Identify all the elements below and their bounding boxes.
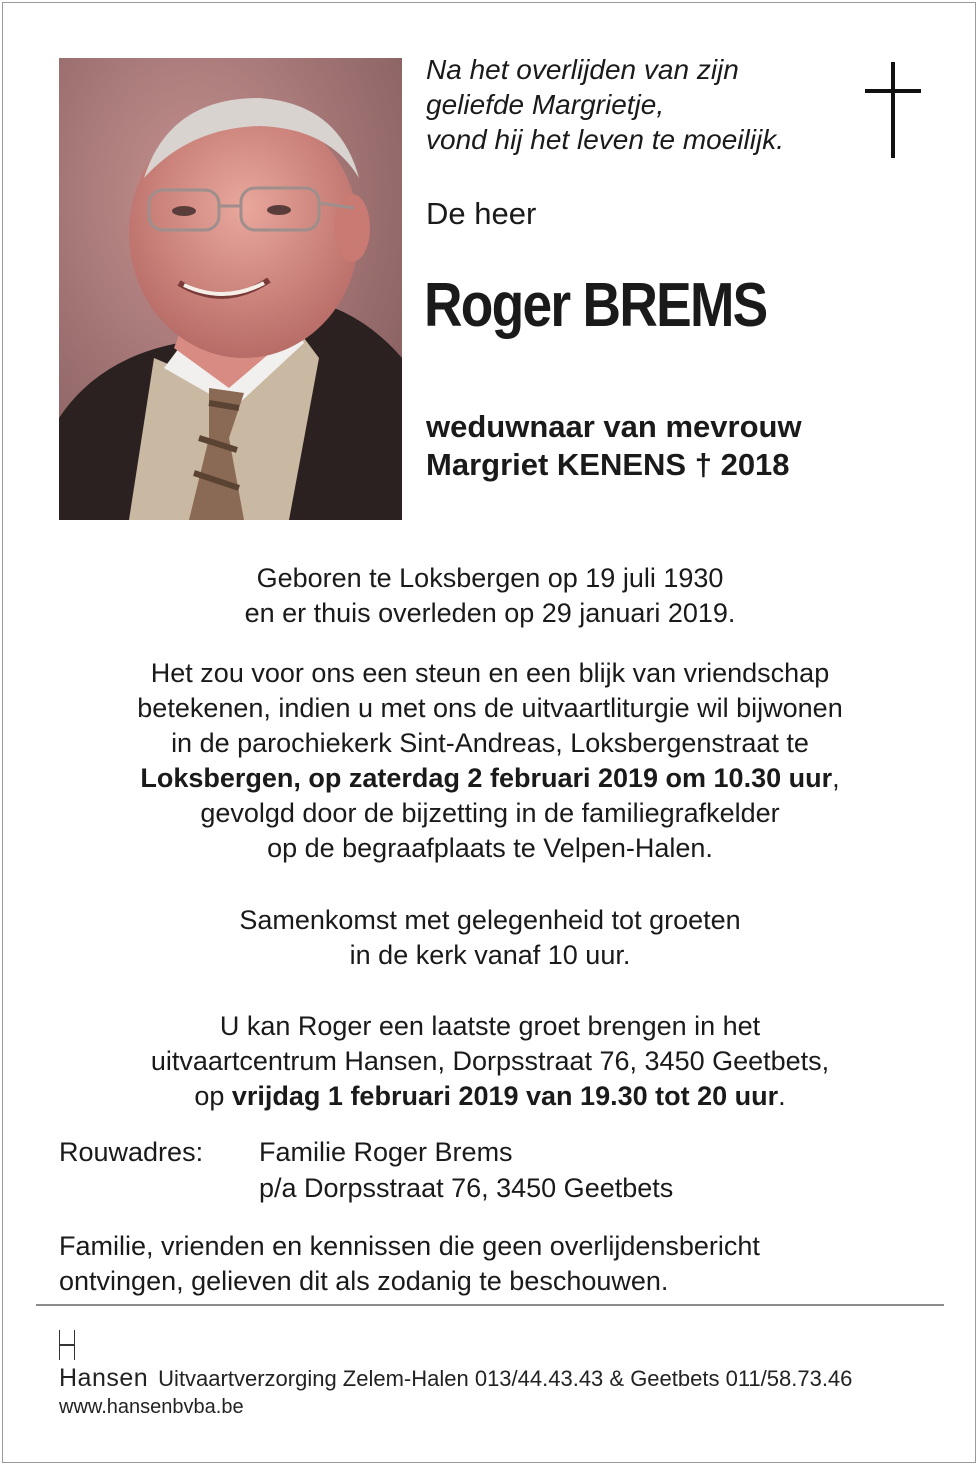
gathering-block	[40, 903, 940, 973]
portrait-illustration	[59, 58, 402, 520]
portrait-photo	[59, 58, 402, 520]
funeral-line: Het zou voor ons een steun en een blijk van vriendschap	[150, 658, 830, 688]
funeral-line: in de parochiekerk Sint-Andreas, Loksbergenstraat te	[171, 728, 809, 758]
address-label: Rouwadres:	[59, 1137, 204, 1167]
funeral-block	[40, 656, 940, 866]
memorial-quote	[426, 52, 856, 157]
notice-line: Familie, vrienden en kennissen die geen overlijdensbericht	[59, 1231, 760, 1261]
honorific-title: De heer	[426, 196, 537, 231]
funeral-home-footer	[59, 1364, 852, 1393]
quote-line: Na het overlijden van zijn	[426, 54, 739, 85]
funeral-datetime-line	[40, 761, 940, 796]
address-value	[259, 1134, 673, 1206]
widower-statement	[426, 408, 802, 484]
widower-line: weduwnaar van mevrouw	[426, 409, 802, 444]
visitation-line: U kan Roger een laatste groet brengen in het	[219, 1011, 761, 1041]
visitation-line: uitvaartcentrum Hansen, Dorpsstraat 76, 3450 Geetbets,	[150, 1046, 830, 1076]
death-line: en er thuis overleden op 29 januari 2019.	[244, 598, 736, 628]
funeral-datetime: Loksbergen, op zaterdag 2 februari 2019 om 10.30 uur	[140, 763, 833, 793]
funeral-home-brand: Hansen	[59, 1364, 149, 1392]
latin-cross-icon	[862, 62, 924, 158]
widower-line: Margriet KENENS † 2018	[426, 447, 790, 482]
visitation-post: .	[778, 1081, 786, 1111]
funeral-line: op de begraafplaats te Velpen-Halen.	[267, 833, 713, 863]
birth-death-block	[40, 561, 940, 631]
funeral-line: betekenen, indien u met ons de uitvaartliturgie wil bijwonen	[137, 693, 843, 723]
birth-line: Geboren te Loksbergen op 19 juli 1930	[256, 563, 724, 593]
address-line: Familie Roger Brems	[259, 1137, 513, 1167]
deceased-name: Roger BREMS	[424, 271, 767, 340]
funeral-home-details: Uitvaartverzorging Zelem-Halen 013/44.43.43 & Geetbets 011/58.73.46	[158, 1366, 853, 1391]
funeral-punct: ,	[832, 763, 840, 793]
visitation-datetime-line	[40, 1079, 940, 1114]
visitation-pre: op	[194, 1081, 232, 1111]
visitation-datetime: vrijdag 1 februari 2019 van 19.30 tot 20 uur	[231, 1081, 779, 1111]
gathering-line: in de kerk vanaf 10 uur.	[349, 940, 631, 970]
gathering-line: Samenkomst met gelegenheid tot groeten	[239, 905, 741, 935]
funeral-line: gevolgd door de bijzetting in de familiegrafkelder	[200, 798, 780, 828]
visitation-block	[40, 1009, 940, 1114]
hansen-logo-mark	[59, 1330, 75, 1360]
notice-text	[59, 1229, 939, 1299]
address-line: p/a Dorpsstraat 76, 3450 Geetbets	[259, 1173, 674, 1203]
notice-line: ontvingen, gelieven dit als zodanig te beschouwen.	[59, 1266, 669, 1296]
quote-line: geliefde Margrietje,	[426, 89, 665, 120]
funeral-home-website: www.hansenbvba.be	[59, 1396, 244, 1418]
quote-line: vond hij het leven te moeilijk.	[426, 124, 784, 155]
divider	[36, 1304, 944, 1306]
